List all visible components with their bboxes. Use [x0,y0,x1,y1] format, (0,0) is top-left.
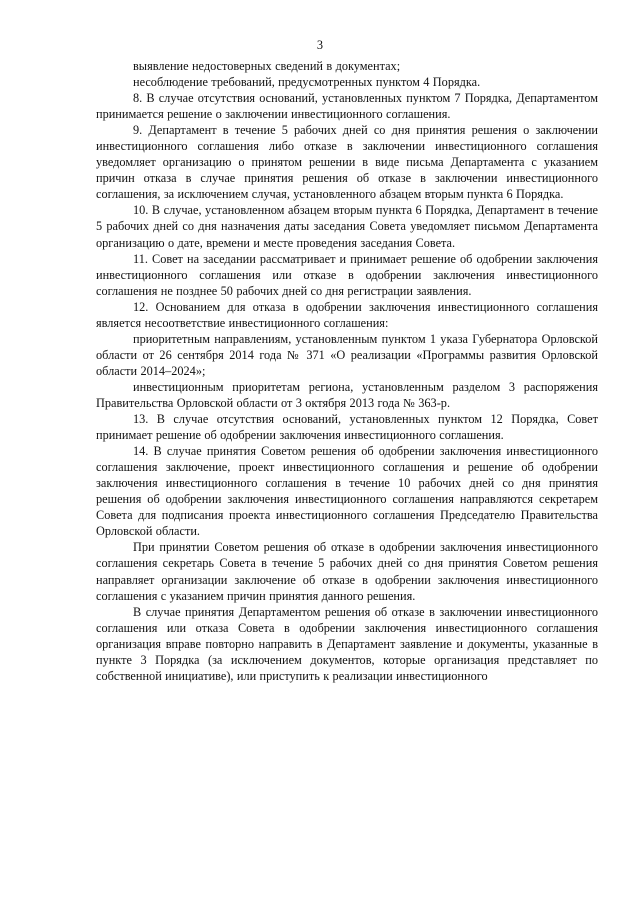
paragraph-list-item-2: несоблюдение требований, предусмотренных пунктом 4 Порядка. [133,75,481,90]
paragraph-clause-14-resubmission: В случае принятия Департаментом решения об отказе в заключении инвестиционного соглашения или отказа Совета в одобрении заключения инвестиционного соглашения организация вправе повторно направить в Департамент заявление и документы, указанные в пункте 3 Порядка (за исключением документов, которые организация представляет по собственной инициативе), или приступить к реализации инвестиционного [96,604,598,683]
paragraph-clause-9: 9. Департамент в течение 5 рабочих дней со дня принятия решения о заключении инвестиционного соглашения либо отказе в заключении инвестиционного соглашения уведомляет организацию о принятом решении в виде письма Департамента с указанием причин отказа в случае принятия решения об отказе в заключении инвестиционного соглашения, за исключением случая, установленного абзацем вторым пункта 6 Порядка. [96,123,598,202]
paragraph-clause-12-item-1: приоритетным направлениям, установленным пунктом 1 указа Губернатора Орловской области от 26 сентября 2014 года № 371 «О реализации «Программы развития Орловской области 2014–2024»; [96,331,598,378]
paragraph-clause-8: 8. В случае отсутствия оснований, установленных пунктом 7 Порядка, Департаментом принимается решение о заключении инвестиционного соглашения. [96,91,598,122]
paragraph-list-item-1: выявление недостоверных сведений в документах; [133,59,401,73]
paragraph-clause-14-refusal: При принятии Советом решения об отказе в одобрении заключения инвестиционного соглашения секретарь Совета в течение 5 рабочих дней со дня принятия Советом решения направляет организации заключение об отказе в одобрении заключения инвестиционного соглашения с указанием причин принятия данного решения. [96,540,598,603]
paragraph-clause-11: 11. Совет на заседании рассматривает и принимает решение об одобрении заключения инвестиционного соглашения или отказе в одобрении заключения инвестиционного соглашения не позднее 50 рабочих дней со дня регистрации заявления. [96,251,598,298]
paragraph-clause-13: 13. В случае отсутствия оснований, установленных пунктом 12 Порядка, Совет принимает решение об одобрении заключения инвестиционного соглашения. [96,412,598,443]
paragraph-clause-10: 10. В случае, установленном абзацем вторым пункта 6 Порядка, Департамент в течение 5 рабочих дней со дня назначения даты заседания Совета уведомляет письмом Департамента организацию о дате, времени и месте проведения заседания Совета. [96,203,598,250]
paragraph-clause-12-item-2: инвестиционным приоритетам региона, установленным разделом 3 распоряжения Правительства Орловской области от 3 октября 2013 года № 363-р. [96,379,598,410]
paragraph-clause-12: 12. Основанием для отказа в одобрении заключения инвестиционного соглашения является несоответствие инвестиционного соглашения: [96,299,598,330]
page-number: 3 [316,38,324,52]
document-body [96,58,598,684]
paragraph-clause-14: 14. В случае принятия Советом решения об одобрении заключения инвестиционного соглашения заключение, проект инвестиционного соглашения и решение об одобрении заключения инвестиционного соглашения в течение 10 рабочих дней со дня принятия решения об одобрении заключения инвестиционного соглашения направляются секретарем Совета для подписания проекта инвестиционного соглашения Председателю Правительства Орловской области. [96,444,598,539]
